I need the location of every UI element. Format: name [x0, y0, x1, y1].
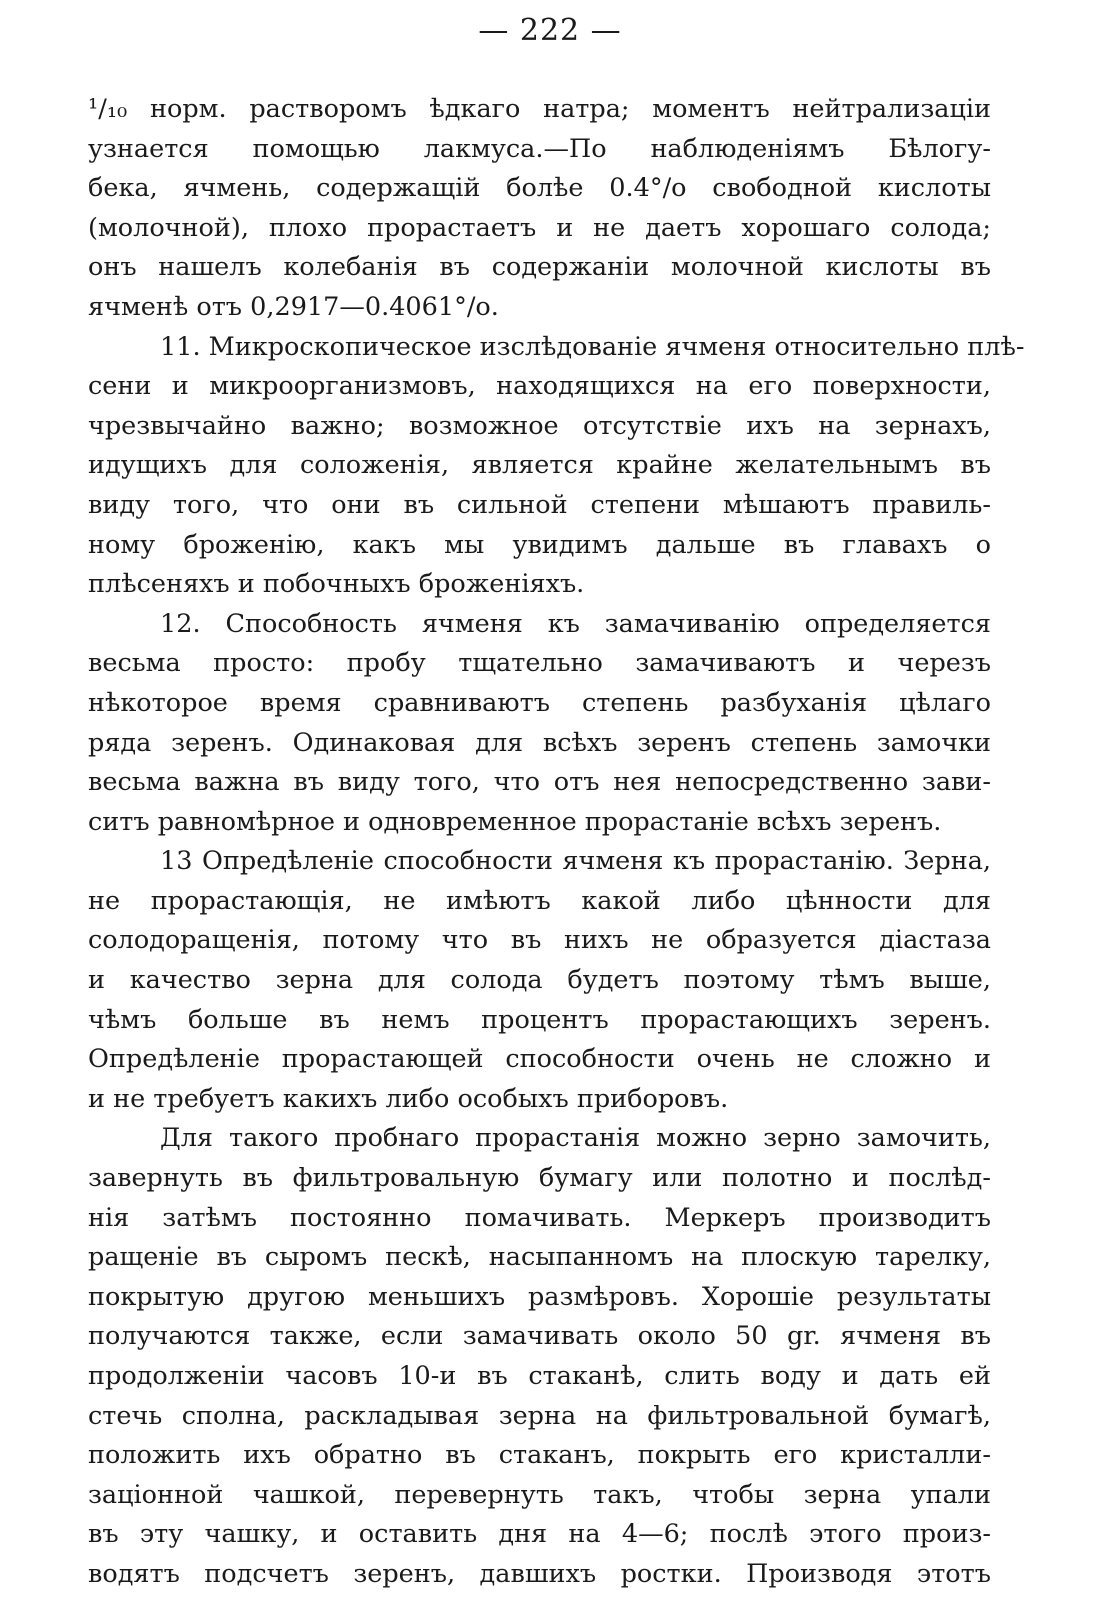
- text-line: бека, ячмень, содержащiй болѣе 0.4°/о свободной кислоты: [88, 173, 991, 204]
- section-heading-line: 12. Способность ячменя къ замачиванiю определяется: [160, 608, 991, 639]
- text-line: получаются также, если замачивать около 50 gr. ячменя въ: [88, 1321, 991, 1352]
- text-line: и не требуетъ какихъ либо особыхъ приборовъ.: [88, 1083, 729, 1114]
- section-heading-line: 13 Опредѣленiе способности ячменя къ прорастанiю. Зерна,: [160, 846, 991, 877]
- text-line: нiя затѣмъ постоянно помачивать. Меркеръ производитъ: [88, 1202, 991, 1233]
- text-line: ситъ равномѣрное и одновременное прорастанiе всѣхъ зеренъ.: [88, 806, 942, 837]
- section-heading-line: 11. Микроскопическое изслѣдованiе ячменя относительно плѣ-: [160, 331, 1025, 362]
- text-line: сени и микроорганизмовъ, находящихся на его поверхности,: [88, 371, 991, 402]
- text-line: зацiонной чашкой, перевернуть такъ, чтобы зерна упали: [88, 1479, 991, 1510]
- text-line: ному броженiю, какъ мы увидимъ дальше въ главахъ о: [88, 529, 991, 560]
- text-line: весьма просто: пробу тщательно замачиваютъ и черезъ: [88, 648, 991, 679]
- text-line: идущихъ для соложенiя, является крайне желательнымъ въ: [88, 450, 991, 481]
- text-line: нѣкоторое время сравниваютъ степень разбуханiя цѣлаго: [88, 687, 991, 718]
- body-text: [88, 90, 1025, 1595]
- text-line: продолженiи часовъ 10-и въ стаканѣ, слить воду и дать ей: [88, 1361, 991, 1391]
- text-line: чѣмъ больше въ немъ процентъ прорастающихъ зеренъ.: [88, 1004, 991, 1035]
- text-line: стечь сполна, раскладывая зерна на фильтровальной бумагѣ,: [88, 1400, 991, 1431]
- text-line: узнается помощью лакмуса.—По наблюденiямъ Бѣлогу-: [88, 133, 991, 164]
- page-number: — 222 —: [478, 13, 622, 48]
- text-line: весьма важна въ виду того, что отъ нея непосредственно зави-: [88, 767, 991, 798]
- text-line: въ эту чашку, и оставить дня на 4—6; послѣ этого произ-: [88, 1519, 991, 1550]
- text-line: ращенiе въ сыромъ пескѣ, насыпанномъ на плоскую тарелку,: [88, 1242, 991, 1273]
- text-line: положить ихъ обратно въ стаканъ, покрыть его кристалли-: [88, 1440, 991, 1471]
- text-line: покрытую другою меньшихъ размѣровъ. Хорошiе результаты: [88, 1281, 991, 1312]
- text-line: ряда зеренъ. Одинаковая для всѣхъ зеренъ степень замочки: [88, 727, 991, 758]
- text-line: чрезвычайно важно; возможное отсутствiе ихъ на зернахъ,: [88, 410, 991, 441]
- text-line: и качество зерна для солода будетъ поэтому тѣмъ выше,: [88, 965, 991, 996]
- text-line: не прорастающiя, не имѣютъ какой либо цѣнности для: [88, 885, 991, 916]
- text-line: ячменѣ отъ 0,2917—0.4061°/о.: [88, 291, 499, 322]
- text-line: солодоращенiя, потому что въ нихъ не образуется дiастаза: [88, 925, 991, 956]
- text-line: Опредѣленiе прорастающей способности очень не сложно и: [88, 1044, 991, 1075]
- text-line: ¹/₁₀ норм. растворомъ ѣдкаго натра; моментъ нейтрализацiи: [88, 94, 991, 124]
- text-line: (молочной), плохо прорастаетъ и не даетъ хорошаго солода;: [88, 212, 991, 243]
- text-line: водятъ подсчетъ зеренъ, давшихъ ростки. Производя этотъ: [88, 1558, 991, 1589]
- text-line: онъ нашелъ колебанiя въ содержанiи молочной кислоты въ: [88, 252, 991, 283]
- text-line: Для такого пробнаго прорастанiя можно зерно замочить,: [160, 1123, 991, 1154]
- text-line: плѣсеняхъ и побочныхъ броженiяхъ.: [88, 569, 585, 600]
- text-line: виду того, что они въ сильной степени мѣшаютъ правиль-: [88, 489, 991, 520]
- text-line: завернуть въ фильтровальную бумагу или полотно и послѣд-: [88, 1163, 991, 1194]
